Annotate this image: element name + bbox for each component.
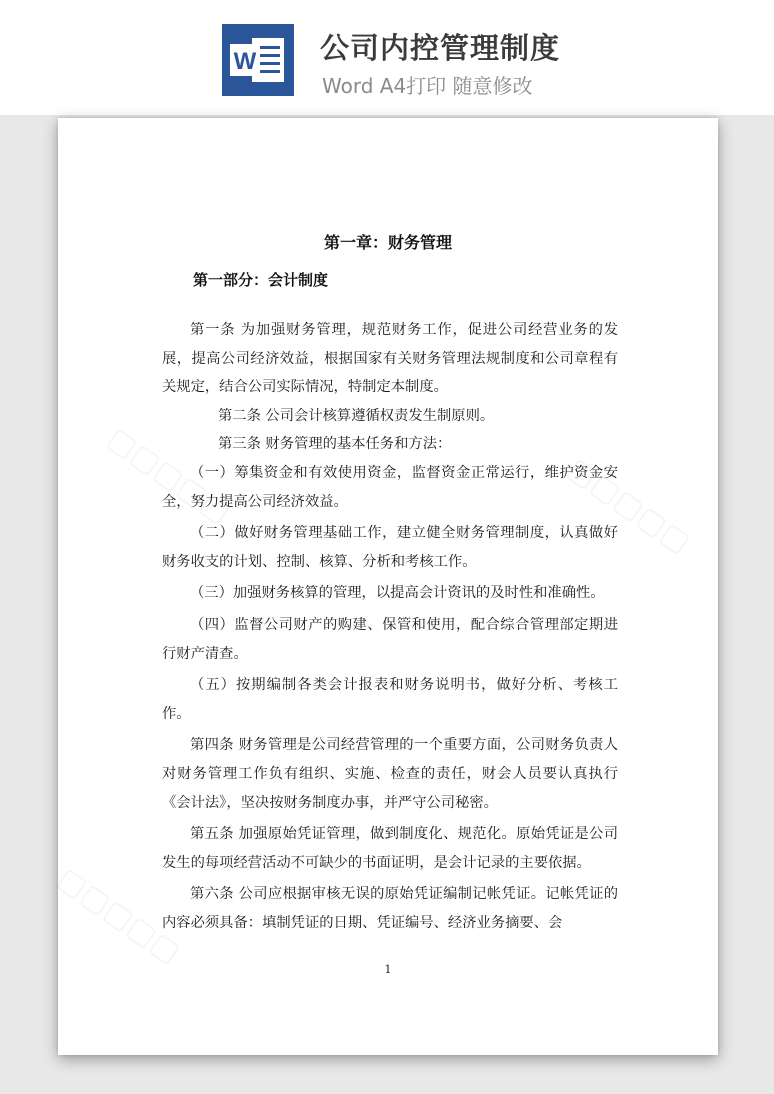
paragraph-article-5: 第五条 加强原始凭证管理，做到制度化、规范化。原始凭证是公司发生的每项经营活动不可缺少的书面证明，是会计记录的主要依据。 — [162, 826, 618, 871]
document-body — [162, 316, 618, 937]
paragraph-item-1: （一）筹集资金和有效使用资金，监督资金正常运行，维护资金安全，努力提高公司经济效益。 — [162, 464, 618, 510]
paragraph-article-1: 第一条 为加强财务管理，规范财务工作，促进公司经营业务的发展，提高公司经济效益，根据国家有关财务管理法规制度和公司章程有关规定，结合公司实际情况，特制定本制度。 — [162, 322, 618, 396]
paragraph-item-3: （三）加强财务核算的管理，以提高会计资讯的及时性和准确性。 — [190, 585, 605, 602]
document-page — [58, 118, 718, 1055]
paragraph-article-2: 第二条 公司会计核算遵循权责发生制原则。 — [218, 407, 495, 424]
paragraph-article-4: 第四条 财务管理是公司经营管理的一个重要方面，公司财务负责人对财务管理工作负有组织、实施、检查的责任，财会人员要认真执行《会计法》，坚决按财务制度办事，并严守公司秘密。 — [162, 737, 618, 811]
paragraph-item-2: （二）做好财务管理基础工作，建立健全财务管理制度，认真做好财务收支的计划、控制、核算、分析和考核工作。 — [162, 525, 618, 570]
paragraph-item-4: （四）监督公司财产的购建、保管和使用，配合综合管理部定期进行财产清查。 — [162, 616, 618, 662]
document-title: 公司内控管理制度 — [320, 31, 561, 65]
paragraph-article-3: 第三条 财务管理的基本任务和方法： — [218, 436, 452, 453]
part-title: 第一部分：会计制度 — [193, 271, 329, 289]
header-banner — [0, 0, 774, 115]
paragraph-item-5: （五）按期编制各类会计报表和财务说明书，做好分析、考核工作。 — [162, 677, 618, 722]
word-icon — [222, 24, 294, 96]
word-icon-letter: W — [233, 48, 257, 75]
paragraph-article-6: 第六条 公司应根据审核无误的原始凭证编制记帐凭证。记帐凭证的内容必须具备：填制凭证的日期、凭证编号、经济业务摘要、会 — [162, 886, 618, 931]
chapter-title: 第一章：财务管理 — [323, 233, 452, 252]
page-number: 1 — [384, 963, 392, 976]
document-subtitle: Word A4打印 随意修改 — [322, 74, 533, 98]
